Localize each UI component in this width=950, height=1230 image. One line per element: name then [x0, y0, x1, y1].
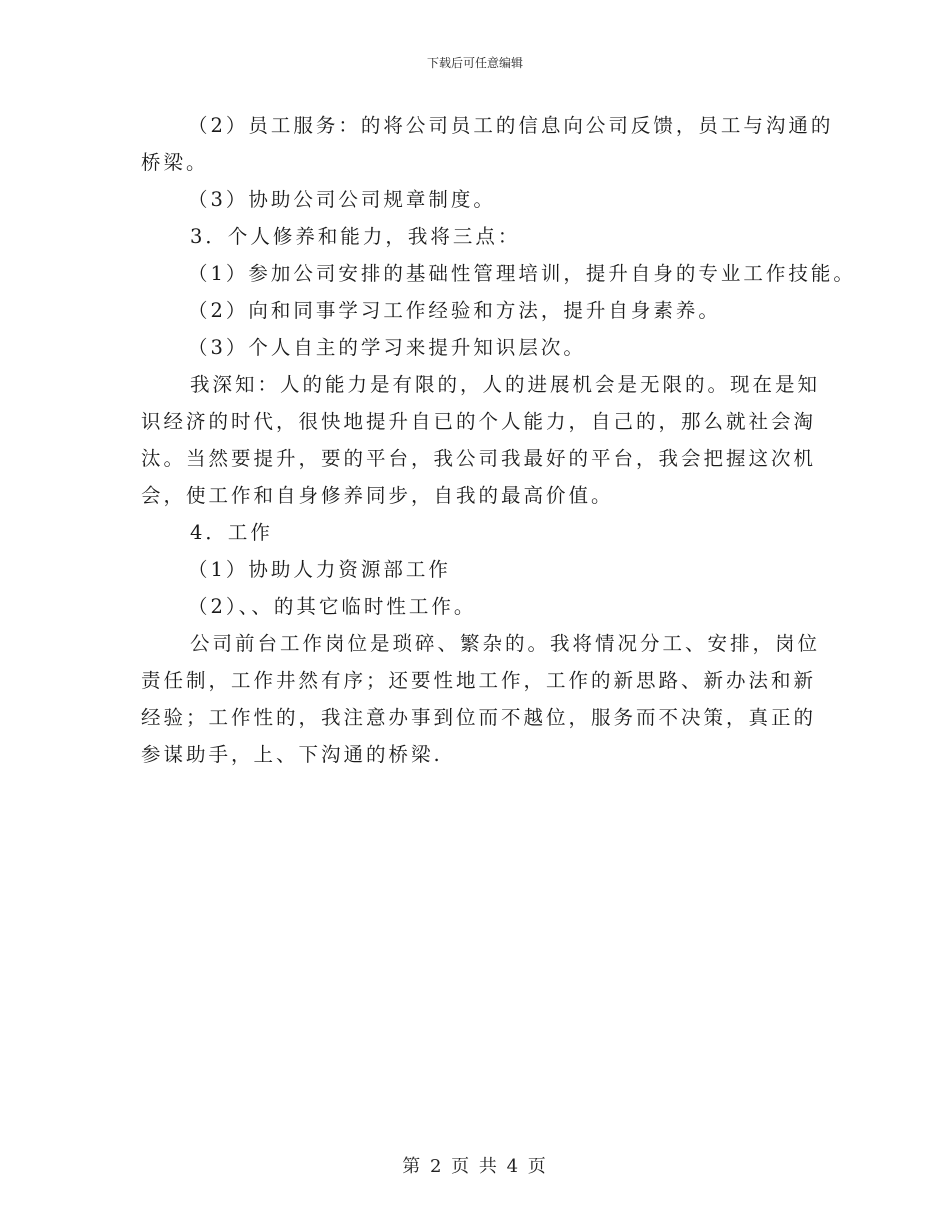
- paragraph-line: （2）、、的其它临时性工作。: [188, 595, 477, 618]
- page-number: 第 2 页 共 4 页: [402, 1156, 548, 1177]
- page-header: 下载后可任意编辑: [426, 56, 523, 70]
- paragraph-line: 我深知：人的能力是有限的，人的进展机会是无限的。现在是知: [190, 373, 821, 396]
- paragraph-line: 识经济的时代，很快地提升自已的个人能力，自己的，那么就社会淘: [141, 410, 817, 433]
- paragraph-line: （2）向和同事学习工作经验和方法，提升自身素养。: [188, 299, 721, 322]
- paragraph-line: （2）员工服务：的将公司员工的信息向公司反馈，员工与沟通的: [188, 114, 834, 137]
- paragraph-line: （3）个人自主的学习来提升知识层次。: [188, 336, 586, 359]
- paragraph-line: 桥梁。: [141, 151, 209, 174]
- paragraph-line: 3．个人修养和能力，我将三点：: [190, 225, 521, 248]
- paragraph-line: （1）参加公司安排的基础性管理培训，提升自身的专业工作技能。: [188, 262, 856, 285]
- document-body: [141, 107, 856, 773]
- paragraph-line: 参谋助手，上、下沟通的桥梁.: [141, 743, 443, 766]
- paragraph-line: （1）协助人力资源部工作: [188, 558, 451, 581]
- paragraph-line: 公司前台工作岗位是琐碎、繁杂的。我将情况分工、安排，岗位: [190, 632, 821, 655]
- paragraph-line: 会，使工作和自身修养同步，自我的最高价值。: [141, 484, 614, 507]
- paragraph-line: 4．工作: [190, 521, 273, 544]
- paragraph-line: 经验；工作性的，我注意办事到位而不越位，服务而不决策，真正的: [141, 706, 817, 729]
- paragraph-line: 责任制，工作井然有序；还要性地工作，工作的新思路、新办法和新: [141, 669, 817, 692]
- paragraph-line: 汰。当然要提升，要的平台，我公司我最好的平台，我会把握这次机: [141, 447, 817, 470]
- paragraph-line: （3）协助公司公司规章制度。: [188, 188, 496, 211]
